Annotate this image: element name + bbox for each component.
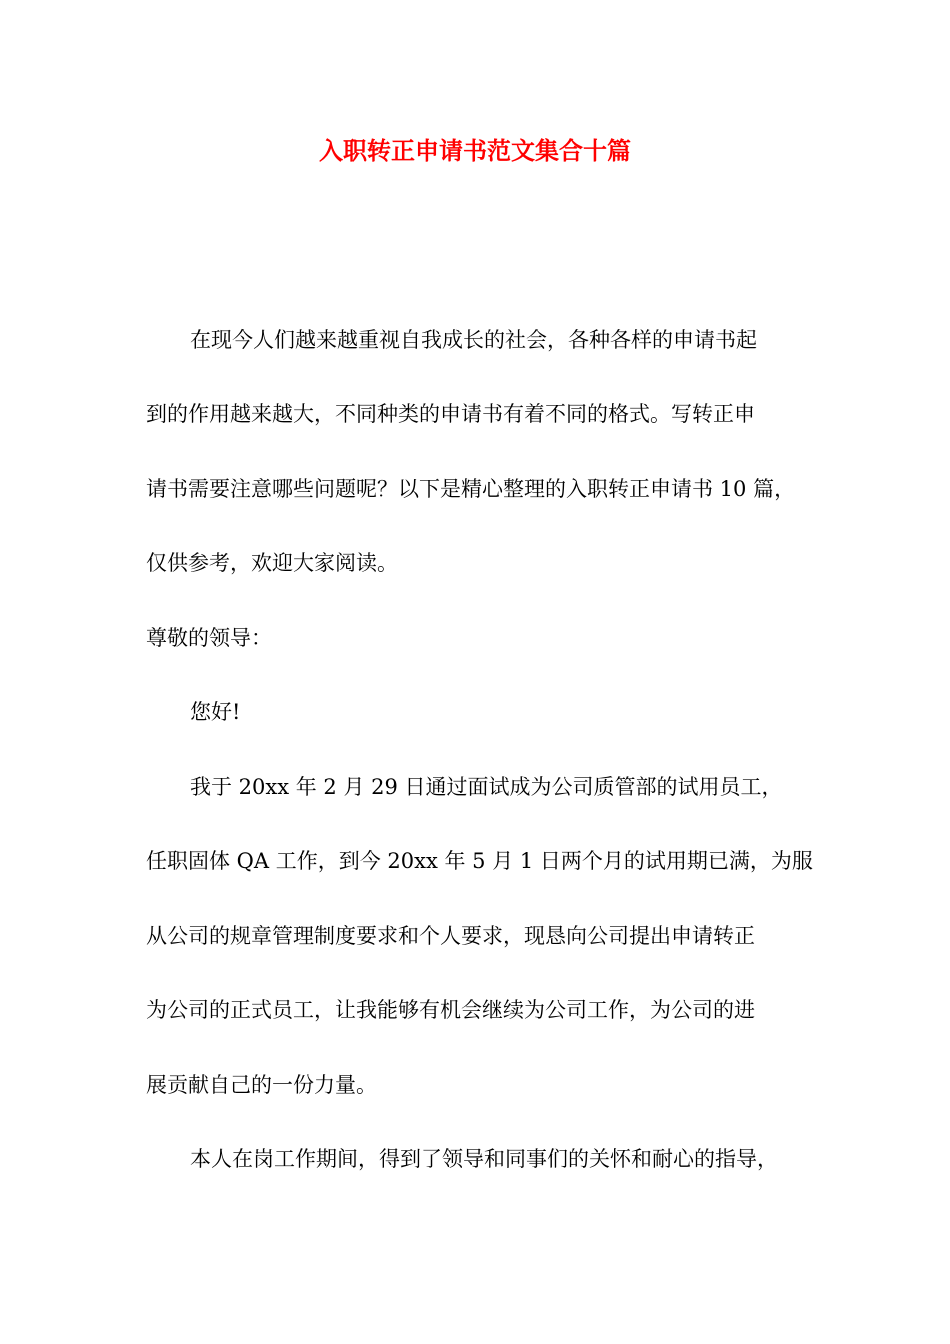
document-title: 入职转正申请书范文集合十篇 — [319, 137, 631, 165]
intro-line-4: 仅供参考，欢迎大家阅读。 — [146, 551, 398, 575]
intro-line-1: 在现今人们越来越重视自我成长的社会，各种各样的申请书起 — [190, 328, 757, 352]
body-line-6: 本人在岗工作期间，得到了领导和同事们的关怀和耐心的指导， — [190, 1147, 778, 1171]
body-line-2: 任职固体 QA 工作，到今 20xx 年 5 月 1 日两个月的试用期已满，为服 — [146, 849, 813, 873]
salutation: 尊敬的领导： — [146, 626, 272, 650]
body-line-5: 展贡献自己的一份力量。 — [146, 1073, 377, 1097]
body-line-4: 为公司的正式员工，让我能够有机会继续为公司工作，为公司的进 — [146, 998, 755, 1022]
body-line-1: 我于 20xx 年 2 月 29 日通过面试成为公司质管部的试用员工， — [190, 775, 783, 799]
intro-line-3: 请书需要注意哪些问题呢？以下是精心整理的入职转正申请书 10 篇， — [146, 477, 796, 501]
intro-line-2: 到的作用越来越大，不同种类的申请书有着不同的格式。写转正申 — [146, 402, 755, 426]
body-line-3: 从公司的规章管理制度要求和个人要求，现恳向公司提出申请转正 — [146, 924, 755, 948]
greeting: 您好! — [190, 700, 241, 724]
